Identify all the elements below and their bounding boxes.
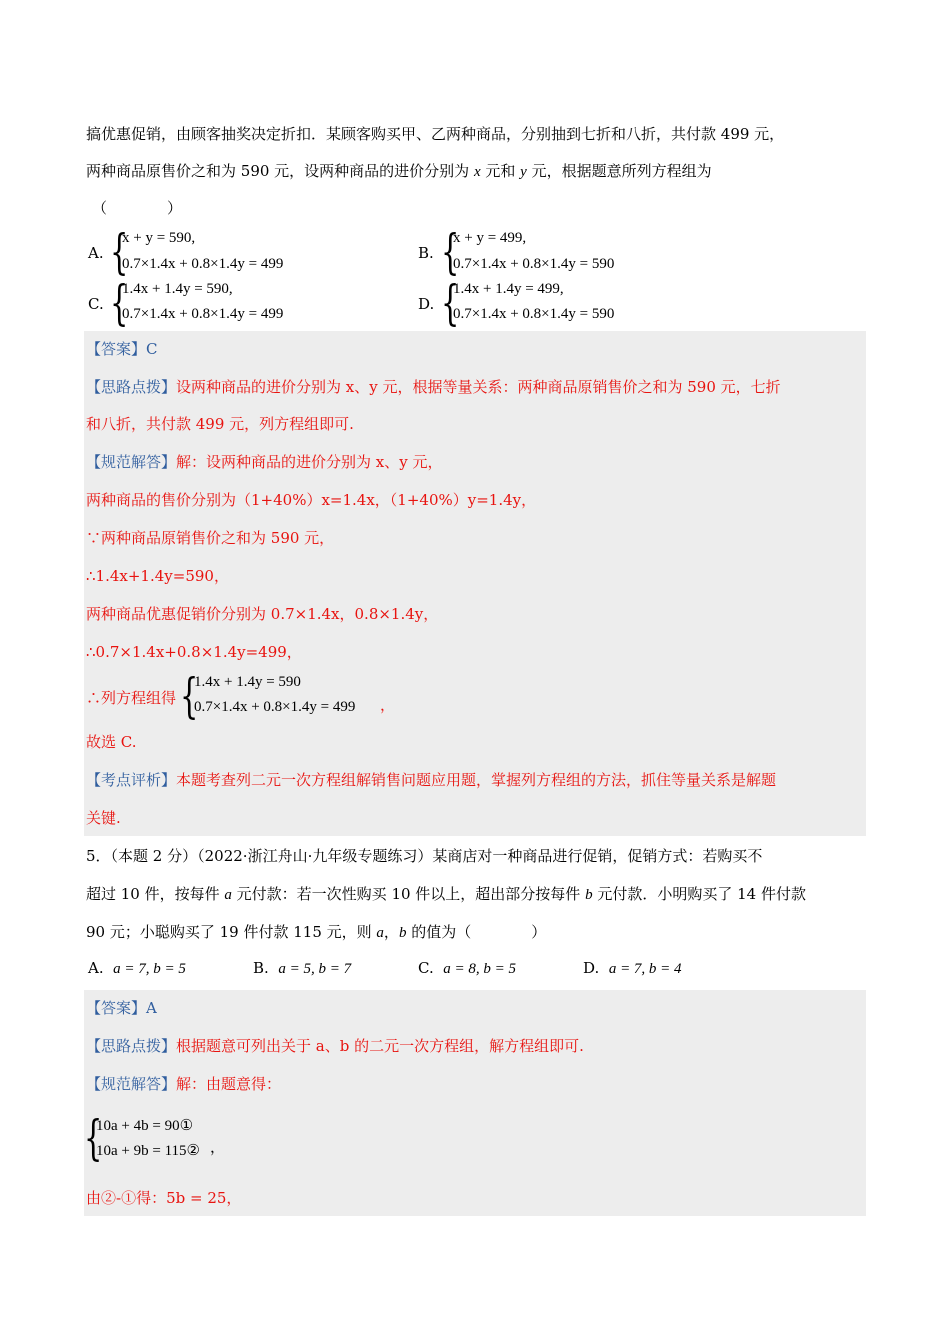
q4-evaluation-line2: 关键. [86,809,121,827]
q4-solution-system-eq1: 1.4x + 1.4y = 590 [194,674,301,690]
q4-option-c-label: C. [88,295,104,313]
q5-solution-line1: 【规范解答】解：由题意得： [86,1075,282,1093]
q4-hint-line1: 【思路点拨】设两种商品的进价分别为 x、y 元，根据等量关系：两种商品原销售价之和为 590 元，七折 [86,378,781,396]
q4-solution-line5: 两种商品优惠促销价分别为 0.7×1.4x，0.8×1.4y， [86,605,439,623]
q4-option-a-eq1: x + y = 590, [122,230,196,246]
q4-option-c-eq1: 1.4x + 1.4y = 590, [122,281,233,297]
q4-option-b-eq2: 0.7×1.4x + 0.8×1.4y = 590 [453,256,615,272]
q5-system-eq1: 10a + 4b = 90① [96,1118,194,1134]
brace-icon: { [441,224,460,280]
q5-answer: 【答案】A [86,999,157,1017]
brace-icon: { [84,1110,103,1166]
q4-option-b-eq1: x + y = 499, [453,230,527,246]
brace-icon: { [110,275,129,331]
q4-option-d-eq1: 1.4x + 1.4y = 499, [453,281,564,297]
q4-option-a-eq2: 0.7×1.4x + 0.8×1.4y = 499 [122,256,284,272]
q4-hint-line2: 和八折，共付款 499 元，列方程组即可. [86,415,354,433]
q4-option-d-eq2: 0.7×1.4x + 0.8×1.4y = 590 [453,306,615,322]
q4-stem-line2: 两种商品原售价之和为 590 元，设两种商品的进价分别为 x 元和 y 元，根据题意所列方程组为 [86,162,712,180]
q4-answer-blank: （ ） [92,199,183,217]
q5-option-b: B. a = 5, b = 7 [253,959,352,977]
q4-solution-line6: ∴0.7×1.4x+0.8×1.4y=499， [86,643,302,661]
q4-option-c-eq2: 0.7×1.4x + 0.8×1.4y = 499 [122,306,284,322]
q4-solution-line4: ∴1.4x+1.4y=590， [86,567,229,585]
q4-answer: 【答案】C [86,340,158,358]
brace-icon: { [441,275,460,331]
q4-option-b-label: B. [418,244,434,262]
q4-solution-system-eq2: 0.7×1.4x + 0.8×1.4y = 499 [194,699,356,715]
q5-stem-line1: 5．（本题 2 分）（2022·浙江舟山·九年级专题练习）某商店对一种商品进行促销，促销方式：若购买不 [86,847,763,865]
q4-solution-line3: ∵两种商品原销售价之和为 590 元， [86,529,335,547]
q4-option-d-label: D. [418,295,435,313]
q4-solution-line1: 【规范解答】解：设两种商品的进价分别为 x、y 元， [86,453,443,471]
q4-stem-line1: 搞优惠促销，由顾客抽奖决定折扣．某顾客购买甲、乙两种商品，分别抽到七折和八折，共付款 499 元， [86,125,785,143]
q5-option-d: D. a = 7, b = 4 [583,959,682,977]
q5-stem-line3: 90 元；小聪购买了 19 件付款 115 元，则 a，b 的值为（ ） [86,923,547,941]
q5-system-suffix: ， [210,1138,226,1156]
q5-option-c: C. a = 8, b = 5 [418,959,517,977]
q4-solution-line8: 故选 C. [86,733,137,751]
q5-hint: 【思路点拨】根据题意可列出关于 a、b 的二元一次方程组，解方程组即可. [86,1037,584,1055]
q4-evaluation-line1: 【考点评析】本题考查列二元一次方程组解销售问题应用题，掌握列方程组的方法，抓住等量关系是解题 [86,771,777,789]
brace-icon: { [180,668,199,724]
q4-solution-line2: 两种商品的售价分别为（1+40%）x=1.4x，（1+40%）y=1.4y， [86,491,537,509]
q4-solution-line7-prefix: ∴列方程组得 [86,689,177,707]
q5-system-eq2: 10a + 9b = 115② [96,1143,200,1159]
q5-stem-line2: 超过 10 件，按每件 a 元付款：若一次性购买 10 件以上，超出部分按每件 b 元付款．小明购买了 14 件付款 [86,885,806,903]
brace-icon: { [110,224,129,280]
q5-solution-line2: 由②-①得：5b = 25， [86,1189,242,1207]
q4-option-a-label: A. [88,244,104,262]
q5-option-a: A. a = 7, b = 5 [88,959,186,977]
q4-solution-system-suffix: ， [380,696,396,714]
q5-solution-panel [84,990,866,1216]
